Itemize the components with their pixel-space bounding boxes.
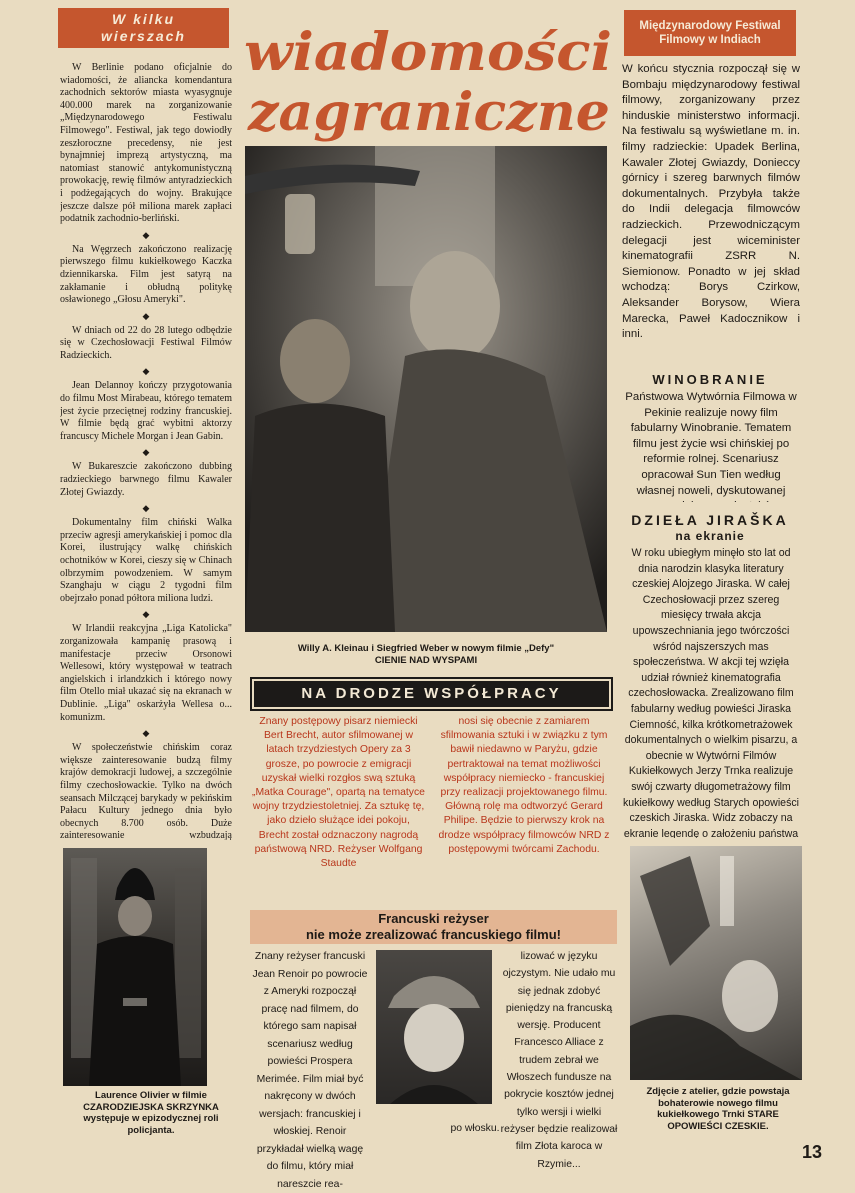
diamond-separator: ◆ — [142, 310, 150, 321]
policeman-silhouette — [63, 848, 207, 1086]
cooperation-col1: Znany postępowy pisarz niemiecki Bert Brecht, autor sfilmowanej w latach trzydziestych Opery za 3 grosze, po powrocie z emigracji uzyskał wielki rozgłos swą sztuką „Matka Courage", opartą na tematyce wojny trzydziestoletniej. Za sztukę tę, jako dzieło służące idei pokoju, Brecht został odznaczony nagrodą państwową NRD. Reżyser Wolfgang Staudte — [252, 716, 425, 870]
page-number: 13 — [801, 1142, 822, 1162]
diamond-separator: ◆ — [142, 728, 150, 739]
diamond-separator: ◆ — [142, 503, 150, 514]
renoir-header-line1: Francuski reżyser — [378, 911, 489, 926]
main-caption-line1: Willy A. Kleinau i Siegfried Weber w nowym filmie „Defy" — [297, 643, 555, 654]
winobranie-header: WINOBRANIE — [652, 372, 768, 387]
news-item: W dniach od 22 do 28 lutego odbędzie się w Czechosłowacji Festiwal Filmów Radzieckich. — [60, 324, 232, 361]
news-item: W społeczeństwie chińskim coraz większe zainteresowanie budzą filmy krajów demokracji ludowej, a szczególnie filmy czechosłowackie. Tylko na dwóch seansach Milczącej barykady w pekińskim Pałacu Kultury jednego dnia było obecnych 8.700 osób. Duże zainteresowanie wzbudzają — [60, 742, 232, 840]
diamond-separator: ◆ — [142, 229, 150, 240]
main-photo-caption — [245, 643, 607, 669]
renoir-col1: Znany reżyser francuski Jean Renoir po powrocie z Ameryki rozpoczął pracę nad filmem, do którego sam napisał scenariusz według powieści Prospera Merimée. Film miał być nakręcony w dwóch wersjach: francuskiej i włoskiej. Renoir przykładał wielką wagę do filmu, który miał nareszcie rea- — [252, 951, 368, 1190]
diamond-separator: ◆ — [142, 447, 150, 458]
left-column-header — [58, 8, 229, 48]
festival-header-line1: Międzynarodowy Festiwal — [639, 20, 781, 32]
news-item: W Irlandii reakcyjna „Liga Katolicka" zorganizowała kampanię prasową i manifestacje przeciw Orsonowi Wellesowi, który występował w teatrach angielskich i irlandzkich i którego nowy film Otello miał ukazać się na ekranach w Dublinie. „Liga" oskarżyła Wellesa o... komunizm. — [60, 623, 232, 723]
renoir-col2-end: po włosku. — [450, 1123, 500, 1134]
masthead-line1: wiadomości — [244, 22, 612, 83]
jirasek-header-line1: DZIEŁA JIRAŠKA — [631, 512, 789, 528]
film-still-illustration — [245, 146, 607, 632]
renoir-header-line2: nie może zrealizować francuskiego filmu! — [305, 927, 561, 942]
festival-header — [624, 10, 796, 56]
festival-text: W końcu stycznia rozpoczął się w Bombaju międzynarodowy festiwal filmowy, zorganizowany przez hinduskie ministerstwo informacji. Na festiwalu są wyświetlane m. in. filmy radzieckie: Upadek Berlina, Kawaler Złotej Gwiazdy, Donieccy górnicy i szereg barwnych filmów dokumentalnych. Przybyła także do Indii delegacja filmowców radzieckich. Przewodniczącym delegacji jest wiceminister kinematografii ZSRR N. Siemionow. Ponadto w jej skład wchodzą: Borys Czirkow, Aleksander Borysow, Wiera Marecka, Paweł Kadocznikow i inni. — [622, 63, 800, 341]
news-item: Na Węgrzech zakończono realizację pierwszego filmu kukiełkowego Kaczka dziennikarska. Film jest satyrą na zakłamanie i obłudną politykę osławionego „Głosu Ameryki". — [60, 243, 232, 306]
cooperation-header-text: NA DRODZE WSPÓŁPRACY — [301, 685, 562, 702]
festival-header-line2: Filmowy w Indiach — [659, 34, 761, 46]
main-caption-line2: CIENIE NAD WYSPAMI — [374, 654, 478, 666]
renoir-header — [250, 910, 617, 944]
puppet-photo-caption: Zdjęcie z atelier, gdzie powstaja bohaterowie nowego filmu kukiełkowego Trnki STARE OPOWIEŚCI CZESKIE. — [646, 1086, 790, 1132]
winobranie-text: Państwowa Wytwórnia Filmowa w Pekinie realizuje nowy film fabularny Winobranie. Tematem filmu jest życie wsi chińskiej po reformie rolnej. Scenariusz opracował Sun Tien według własnej noweli, dyskutowanej — [625, 391, 797, 497]
news-item: Jean Delannoy kończy przygotowania do filmu Most Mirabeau, którego tematem jest życie przeciętnej rodziny francuskiej. W filmie będą grać wybitni aktorzy francuscy Michele Morgan i Jean Gabin. — [60, 380, 232, 442]
main-photo — [245, 146, 607, 632]
masthead-title — [238, 12, 618, 142]
jirasek-text: W roku ubiegłym minęło sto lat od dnia narodzin klasyka literatury czeskiej Alojzego Jiraska. W całej Czechosłowacji przez szereg miesięcy trwała akcja upowszechniania jego twórczości wśród najszerszych mas społeczeństwa. W akcji tej wzięła udział również kinematografia czechosłowacka. Zrealizowano film fabularny według powieści Jiraska Ciemność, kilka krótkometrażowek dokumentalnych o wielkim pisarzu, a obecnie w Wytwórni Filmów Kukiełkowych Jerzy Trnka realizuje swój czwarty długometrażowy film kukiełkowy według Starych opowieści czeskich Jiraska. Widz zobaczy na ekranie legendę o założeniu państwa — [622, 547, 800, 838]
renoir-col2: lizować w języku ojczystym. Nie udało mu się jednak zdobyć pieniędzy na francuską wersję. Producent Francesco Alliace z trudem zebrał we Włoszech fundusze na pokrycie kosztów jednej tylko wersji i wielki reżyser będzie realizował film Złota karoca w Rzymie... — [500, 951, 618, 1170]
cooperation-header — [252, 679, 611, 709]
renoir-portrait — [376, 950, 492, 1104]
left-header-line1: W kilku — [111, 11, 175, 27]
left-column-news — [60, 62, 232, 840]
puppet-scene — [630, 846, 802, 1080]
news-item: Dokumentalny film chiński Walka przeciw agresji amerykańskiej i pomoc dla Korei, ilustrujący walkę chińskich ochotników w Korei, cieszy się w Chinach olbrzymim powodzeniem. W samym Szanghaju w ciągu 2 tygodni film obejrzało ponad półtora miliona ludzi. — [60, 517, 232, 604]
puppet-photo — [630, 846, 802, 1080]
cooperation-col2: nosi się obecnie z zamiarem sfilmowania sztuki i w związku z tym bawił niedawno w Paryżu, gdzie pertraktował na temat możliwości współpracy niemiecko - francuskiej przy realizacji projektowanego filmu. Główną rolę ma odtworzyć Gerard Philipe. Będzie to pierwszy krok na drodze współpracy filmowców NRD z postępowymi twórcami Zachodu. — [438, 716, 610, 855]
news-item: W Berlinie podano oficjalnie do wiadomości, że aliancka komendantura zachodnich sektorów miasta wyasygnuje 400.000 marek na zorganizowanie „Międzynarodowego Festiwalu Filmowego". Festiwal, jak tego dowiodły zeszłoroczne precedensy, nie jest bynajmniej imprezą artystyczną, ma natomiast stanowić antykomunistyczną prowokację, rewię filmów antyradzieckich i podżegających do wojny. Brakujące jeszcze dalsze pół miliona marek zapłaci podatnik zachodnio-berliński. — [60, 62, 232, 225]
olivier-photo-caption: Laurence Olivier w filmie CZARODZIEJSKA SKRZYNKA występuje w epizodycznej roli policjanta. — [83, 1090, 219, 1136]
diamond-separator: ◆ — [142, 609, 150, 620]
masthead-line2: zagraniczne — [246, 82, 611, 142]
olivier-photo — [63, 848, 207, 1086]
renoir-photo — [376, 950, 492, 1104]
diamond-separator: ◆ — [142, 366, 150, 377]
jirasek-header — [624, 512, 796, 544]
news-item: W Bukareszcie zakończono dubbing radzieckiego barwnego filmu Kawaler Złotej Gwiazdy. — [60, 461, 232, 498]
left-header-line2: wierszach — [101, 28, 186, 44]
jirasek-header-line2: na ekranie — [675, 529, 745, 543]
